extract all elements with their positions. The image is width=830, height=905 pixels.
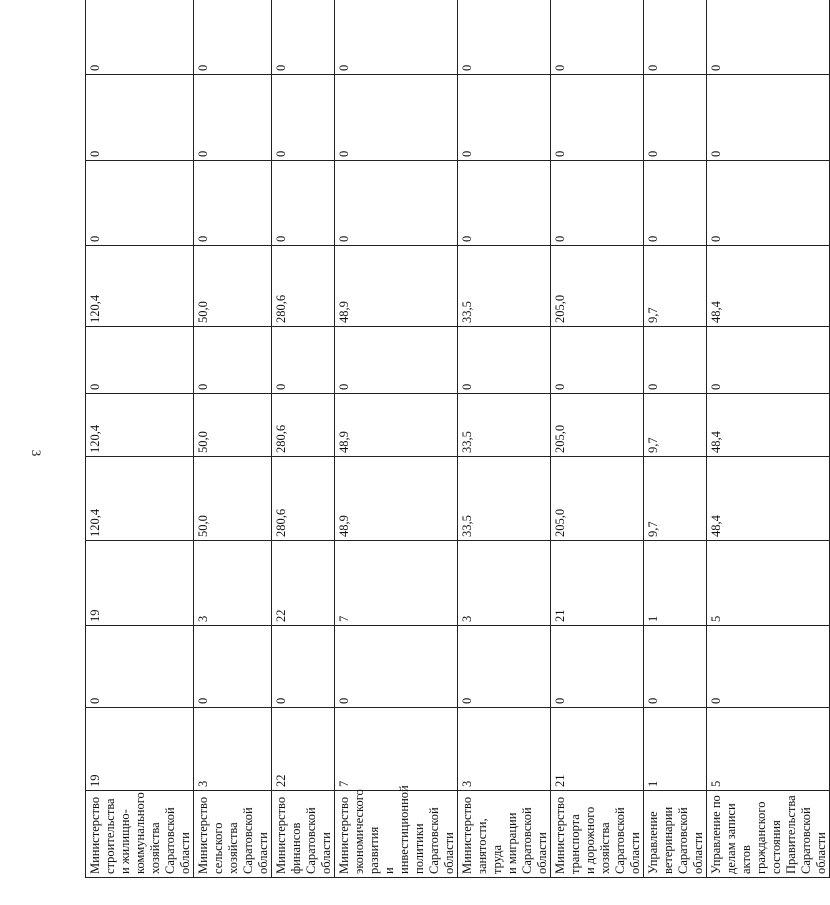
value-cell: 48,4	[707, 457, 830, 541]
value-cell: 7	[335, 708, 458, 791]
value-cell: 0	[86, 626, 194, 708]
organization-name-cell: Министерство строительства и жилищно- коммунального хозяйства Саратовской области	[86, 791, 194, 878]
value-cell: 3	[458, 541, 551, 626]
value-cell: 48,4	[707, 246, 830, 327]
organization-name-cell: Министерство занятости, труда и миграции Саратовской области	[458, 791, 551, 878]
table-row	[644, 0, 707, 878]
value-cell: 0	[194, 75, 272, 161]
value-cell: 0	[707, 327, 830, 394]
value-cell: 0	[707, 75, 830, 161]
value-cell: 1	[644, 708, 707, 791]
value-cell: 3	[194, 541, 272, 626]
organization-name-cell: Министерство экономического развития и инвестиционной политики Саратовской области	[335, 791, 458, 878]
value-cell: 19	[86, 708, 194, 791]
table-row	[86, 0, 194, 878]
value-cell: 3	[458, 708, 551, 791]
value-cell: 0	[272, 626, 335, 708]
value-cell: 0	[335, 327, 458, 394]
value-cell: 0	[272, 161, 335, 246]
value-cell: 0	[707, 626, 830, 708]
value-cell: 19	[86, 541, 194, 626]
organization-name-cell: Управление по делам записи актов гражданского состояния Правительства Саратовской области	[707, 791, 830, 878]
value-cell: 48,9	[335, 457, 458, 541]
value-cell: 0	[272, 327, 335, 394]
table-row	[707, 0, 830, 878]
value-cell: 280,6	[272, 246, 335, 327]
value-cell: 0	[551, 626, 644, 708]
value-cell: 33,5	[458, 246, 551, 327]
value-cell: 280,6	[272, 457, 335, 541]
value-cell: 7	[335, 541, 458, 626]
value-cell: 21	[551, 708, 644, 791]
value-cell: 3	[194, 708, 272, 791]
value-cell: 48,9	[335, 246, 458, 327]
value-cell: 0	[551, 161, 644, 246]
organization-name-cell: Министерство транспорта и дорожного хозяйства Саратовской области	[551, 791, 644, 878]
table-row	[335, 0, 458, 878]
table-row	[194, 0, 272, 878]
value-cell: 0	[194, 161, 272, 246]
page-number: 3	[29, 449, 44, 457]
value-cell: 0	[335, 161, 458, 246]
value-cell: 0	[551, 327, 644, 394]
value-cell: 120,4	[86, 246, 194, 327]
value-cell: 0	[194, 327, 272, 394]
value-cell: 0	[335, 75, 458, 161]
value-cell: 0	[707, 0, 830, 75]
value-cell: 120,4	[86, 457, 194, 541]
value-cell: 50,0	[194, 246, 272, 327]
value-cell: 205,0	[551, 457, 644, 541]
value-cell: 5	[707, 541, 830, 626]
value-cell: 48,9	[335, 394, 458, 457]
value-cell: 0	[644, 161, 707, 246]
value-cell: 0	[644, 75, 707, 161]
value-cell: 0	[86, 0, 194, 75]
value-cell: 9,7	[644, 457, 707, 541]
value-cell: 0	[335, 0, 458, 75]
value-cell: 0	[458, 161, 551, 246]
value-cell: 33,5	[458, 457, 551, 541]
value-cell: 0	[194, 626, 272, 708]
table-row	[551, 0, 644, 878]
value-cell: 0	[707, 161, 830, 246]
data-table	[85, 0, 830, 878]
value-cell: 33,5	[458, 394, 551, 457]
value-cell: 22	[272, 541, 335, 626]
value-cell: 0	[458, 626, 551, 708]
value-cell: 9,7	[644, 394, 707, 457]
value-cell: 1	[644, 541, 707, 626]
value-cell: 205,0	[551, 246, 644, 327]
value-cell: 0	[458, 327, 551, 394]
value-cell: 22	[272, 708, 335, 791]
value-cell: 9,7	[644, 246, 707, 327]
organization-name-cell: Министерство сельского хозяйства Саратовской области	[194, 791, 272, 878]
value-cell: 0	[272, 0, 335, 75]
value-cell: 0	[272, 75, 335, 161]
value-cell: 0	[86, 161, 194, 246]
value-cell: 50,0	[194, 394, 272, 457]
table-row	[272, 0, 335, 878]
value-cell: 0	[86, 327, 194, 394]
value-cell: 0	[86, 75, 194, 161]
value-cell: 0	[551, 75, 644, 161]
organization-name-cell: Управление ветеринарии Саратовской области	[644, 791, 707, 878]
value-cell: 205,0	[551, 394, 644, 457]
value-cell: 5	[707, 708, 830, 791]
value-cell: 0	[335, 626, 458, 708]
value-cell: 48,4	[707, 394, 830, 457]
value-cell: 280,6	[272, 394, 335, 457]
organization-name-cell: Министерство финансов Саратовской области	[272, 791, 335, 878]
value-cell: 120,4	[86, 394, 194, 457]
value-cell: 0	[644, 0, 707, 75]
value-cell: 0	[644, 327, 707, 394]
value-cell: 0	[458, 75, 551, 161]
table-row	[458, 0, 551, 878]
value-cell: 21	[551, 541, 644, 626]
rotated-table-area	[85, 40, 828, 878]
value-cell: 0	[644, 626, 707, 708]
value-cell: 50,0	[194, 457, 272, 541]
value-cell: 0	[458, 0, 551, 75]
value-cell: 0	[194, 0, 272, 75]
value-cell: 0	[551, 0, 644, 75]
